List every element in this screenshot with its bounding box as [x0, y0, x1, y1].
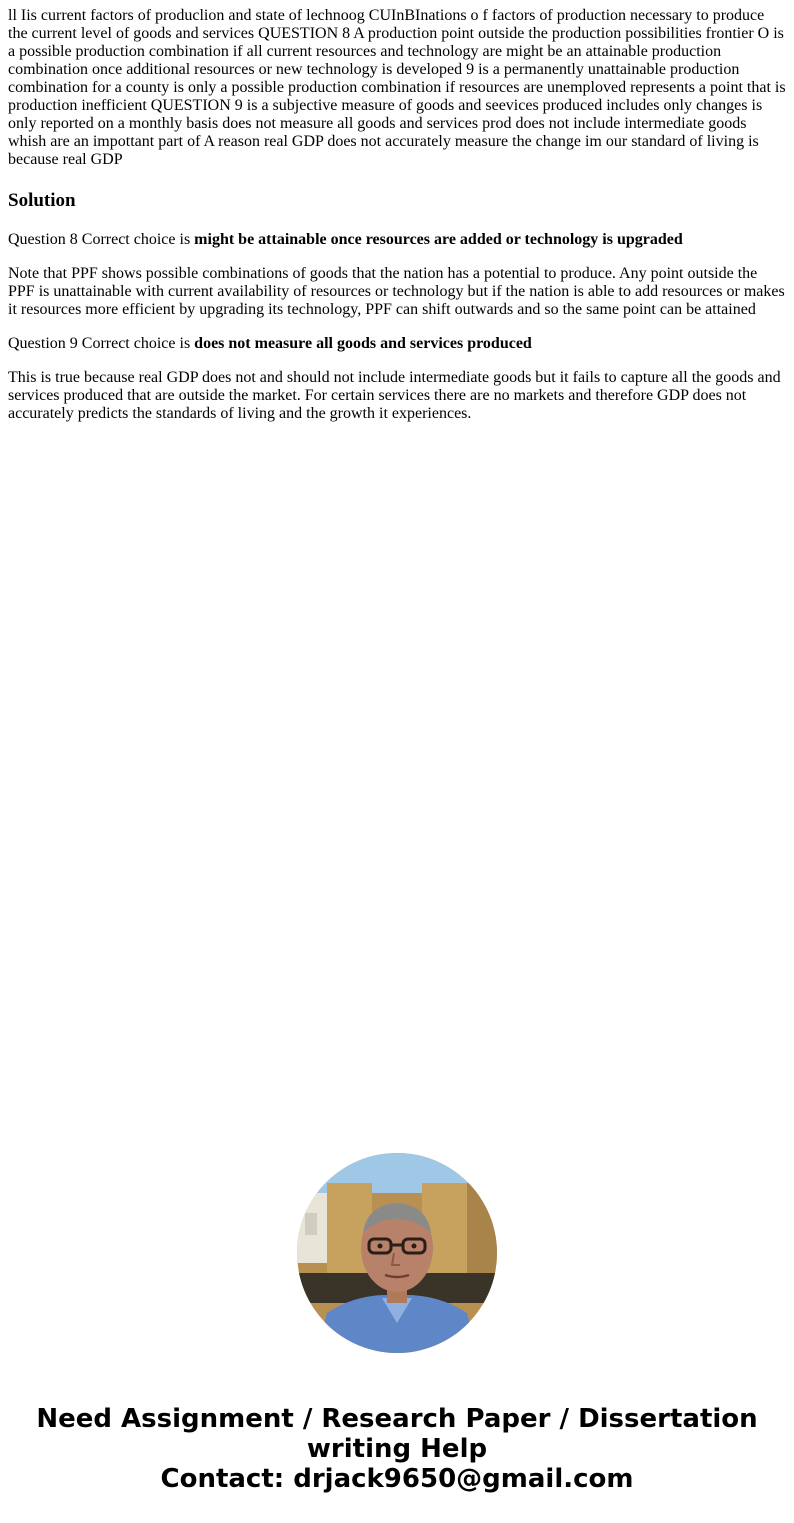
- document-body: [0, 0, 794, 423]
- question-8-prefix: Question 8 Correct choice is: [8, 231, 195, 248]
- tutor-avatar: [297, 1153, 497, 1353]
- promo-banner: [0, 1404, 794, 1494]
- tutor-portrait-icon: [297, 1153, 497, 1353]
- question-8-answer: [8, 231, 786, 249]
- promo-contact: Contact: drjack9650@gmail.com: [160, 1464, 634, 1494]
- question-text: ll Iis current factors of produclion and state of lechnoog CUInBInations o f factors of production necessary to produce the current level of goods and services QUESTION 8 A production point outside the production possibilities frontier O is a possible production combination if all current resources and technology are might be an attainable production combination once additional resources or new technology is developed 9 is a permanently unattainable production combination for a county is only a possible production combination if resources are unemploved represents a point that is production inefficient QUESTION 9 is a subjective measure of goods and seevices produced includes only changes is only reported on a monthly basis does not measure all goods and services prod does not include intermediate goods whish are an impottant part of A reason real GDP does not accurately measure the change im our standard of living is because real GDP: [8, 7, 786, 168]
- question-9-explanation: This is true because real GDP does not and should not include intermediate goods but it fails to capture all the goods and services produced that are outside the market. For certain services there are no markets and therefore GDP does not accurately predicts the standards of living and the growth it experiences.: [8, 369, 781, 422]
- solution-heading: Solution: [8, 190, 76, 211]
- question-8-correct-choice: might be attainable once resources are added or technology is upgraded: [194, 231, 683, 248]
- question-9-correct-choice: does not measure all goods and services produced: [194, 335, 532, 352]
- question-9-answer: [8, 335, 786, 353]
- question-9-prefix: Question 9 Correct choice is: [8, 335, 195, 352]
- question-8-explanation: Note that PPF shows possible combinations of goods that the nation has a potential to produce. Any point outside the PPF is unattainable with current availability of resources or technology but if the nation is able to add resources or makes it resources more efficient by upgrading its technology, PPF can shift outwards and so the same point can be attained: [8, 265, 785, 318]
- promo-line-2: writing Help: [306, 1434, 488, 1464]
- promo-line-1: Need Assignment / Research Paper / Dissertation: [36, 1404, 758, 1434]
